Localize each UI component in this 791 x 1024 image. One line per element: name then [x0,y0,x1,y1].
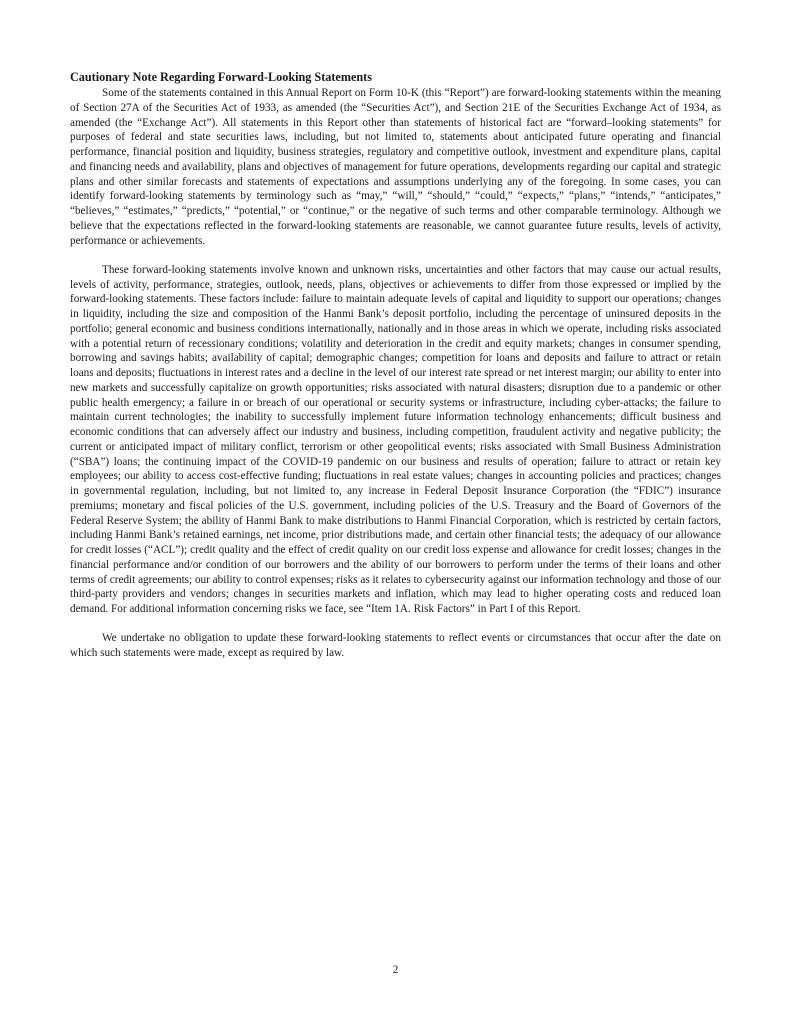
paragraph-no-obligation: We undertake no obligation to update these forward-looking statements to reflect events or circumstances that occur after the date on which such statements were made, except as required by law. [70,632,721,659]
paragraph-spacer [70,248,721,263]
document-body [70,70,721,661]
paragraph-forward-looking-intro: Some of the statements contained in this Annual Report on Form 10-K (this “Report”) are forward-looking statements within the meaning of Section 27A of the Securities Act of 1933, as amended (the “Securities Act”), and Section 21E of the Securities Exchange Act of 1934, as amended (the “Exchange Act”). All statements in this Report other than statements of historical fact are “forward–looking statements” for purposes of federal and state securities laws, including, but not limited to, statements about anticipated future operating and financial performance, financial position and liquidity, business strategies, regulatory and competitive outlook, investment and expenditure plans, capital and financing needs and availability, plans and objectives of management for future operations, developments regarding our capital and strategic plans and other similar forecasts and statements of expectations and assumptions underlying any of the foregoing. In some cases, you can identify forward-looking statements by terminology such as “may,” “will,” “should,” “could,” “expects,” “plans,” “intends,” “anticipates,” “believes,” “estimates,” “predicts,” “potential,” or “continue,” or the negative of such terms and other comparable terminology. Although we believe that the expectations reflected in the forward-looking statements are reasonable, we cannot guarantee future results, levels of activity, performance or achievements. [70,87,721,247]
paragraph-risk-factors: These forward-looking statements involve known and unknown risks, uncertainties and other factors that may cause our actual results, levels of activity, performance, strategies, outlook, needs, plans, objectives or achievements to differ from those expressed or implied by the forward-looking statements. These factors include: failure to maintain adequate levels of capital and liquidity to support our operations; changes in liquidity, including the size and composition of the Hanmi Bank’s deposit portfolio, including the percentage of uninsured deposits in the portfolio; general economic and business conditions internationally, nationally and in those areas in which we operate, including risks associated with a potential return of recessionary conditions; volatility and deterioration in the credit and equity markets; changes in consumer spending, borrowing and savings habits; availability of capital; demographic changes; competition for loans and deposits and failure to attract or retain loans and deposits; fluctuations in interest rates and a decline in the level of our interest rate spread or net interest margin; our ability to enter into new markets and successfully capitalize on growth opportunities; risks associated with natural disasters; disruption due to a pandemic or other public health emergency; a failure in or breach of our operational or security systems or infrastructure, including cyber-attacks; the failure to maintain current technologies; the inability to successfully implement future information technology enhancements; difficult business and economic conditions that can adversely affect our industry and business, including competition, fraudulent activity and negative publicity; the current or anticipated impact of military conflict, terrorism or other geopolitical events; risks associated with Small Business Administration (“SBA”) loans; the continuing impact of the COVID-19 pandemic on our business and results of operation; failure to attract or retain key employees; our ability to access cost-effective funding; fluctuations in real estate values; changes in accounting policies and practices; changes in governmental regulation, including, but not limited to, any increase in Federal Deposit Insurance Corporation (the “FDIC”) insurance premiums; monetary and fiscal policies of the U.S. government, including policies of the U.S. Treasury and the Board of Governors of the Federal Reserve System; the ability of Hanmi Bank to make distributions to Hanmi Financial Corporation, which is restricted by certain factors, including Hanmi Bank’s retained earnings, net income, prior distributions made, and certain other financial tests; the adequacy of our allowance for credit losses (“ACL”); credit quality and the effect of credit quality on our credit loss expense and allowance for credit losses; changes in the financial performance and/or condition of our borrowers and the ability of our borrowers to perform under the terms of their loans and other terms of credit agreements; our ability to control expenses; risks as it relates to cybersecurity against our information technology and those of our third-party providers and vendors; changes in securities markets and inflation, which may lead to higher operating costs and reduced loan demand. For additional information concerning risks we face, see “Item 1A. Risk Factors” in Part I of this Report. [70,263,721,615]
page-number: 2 [392,964,399,976]
paragraph-spacer [70,617,721,632]
section-heading: Cautionary Note Regarding Forward-Looking Statements [70,70,372,84]
